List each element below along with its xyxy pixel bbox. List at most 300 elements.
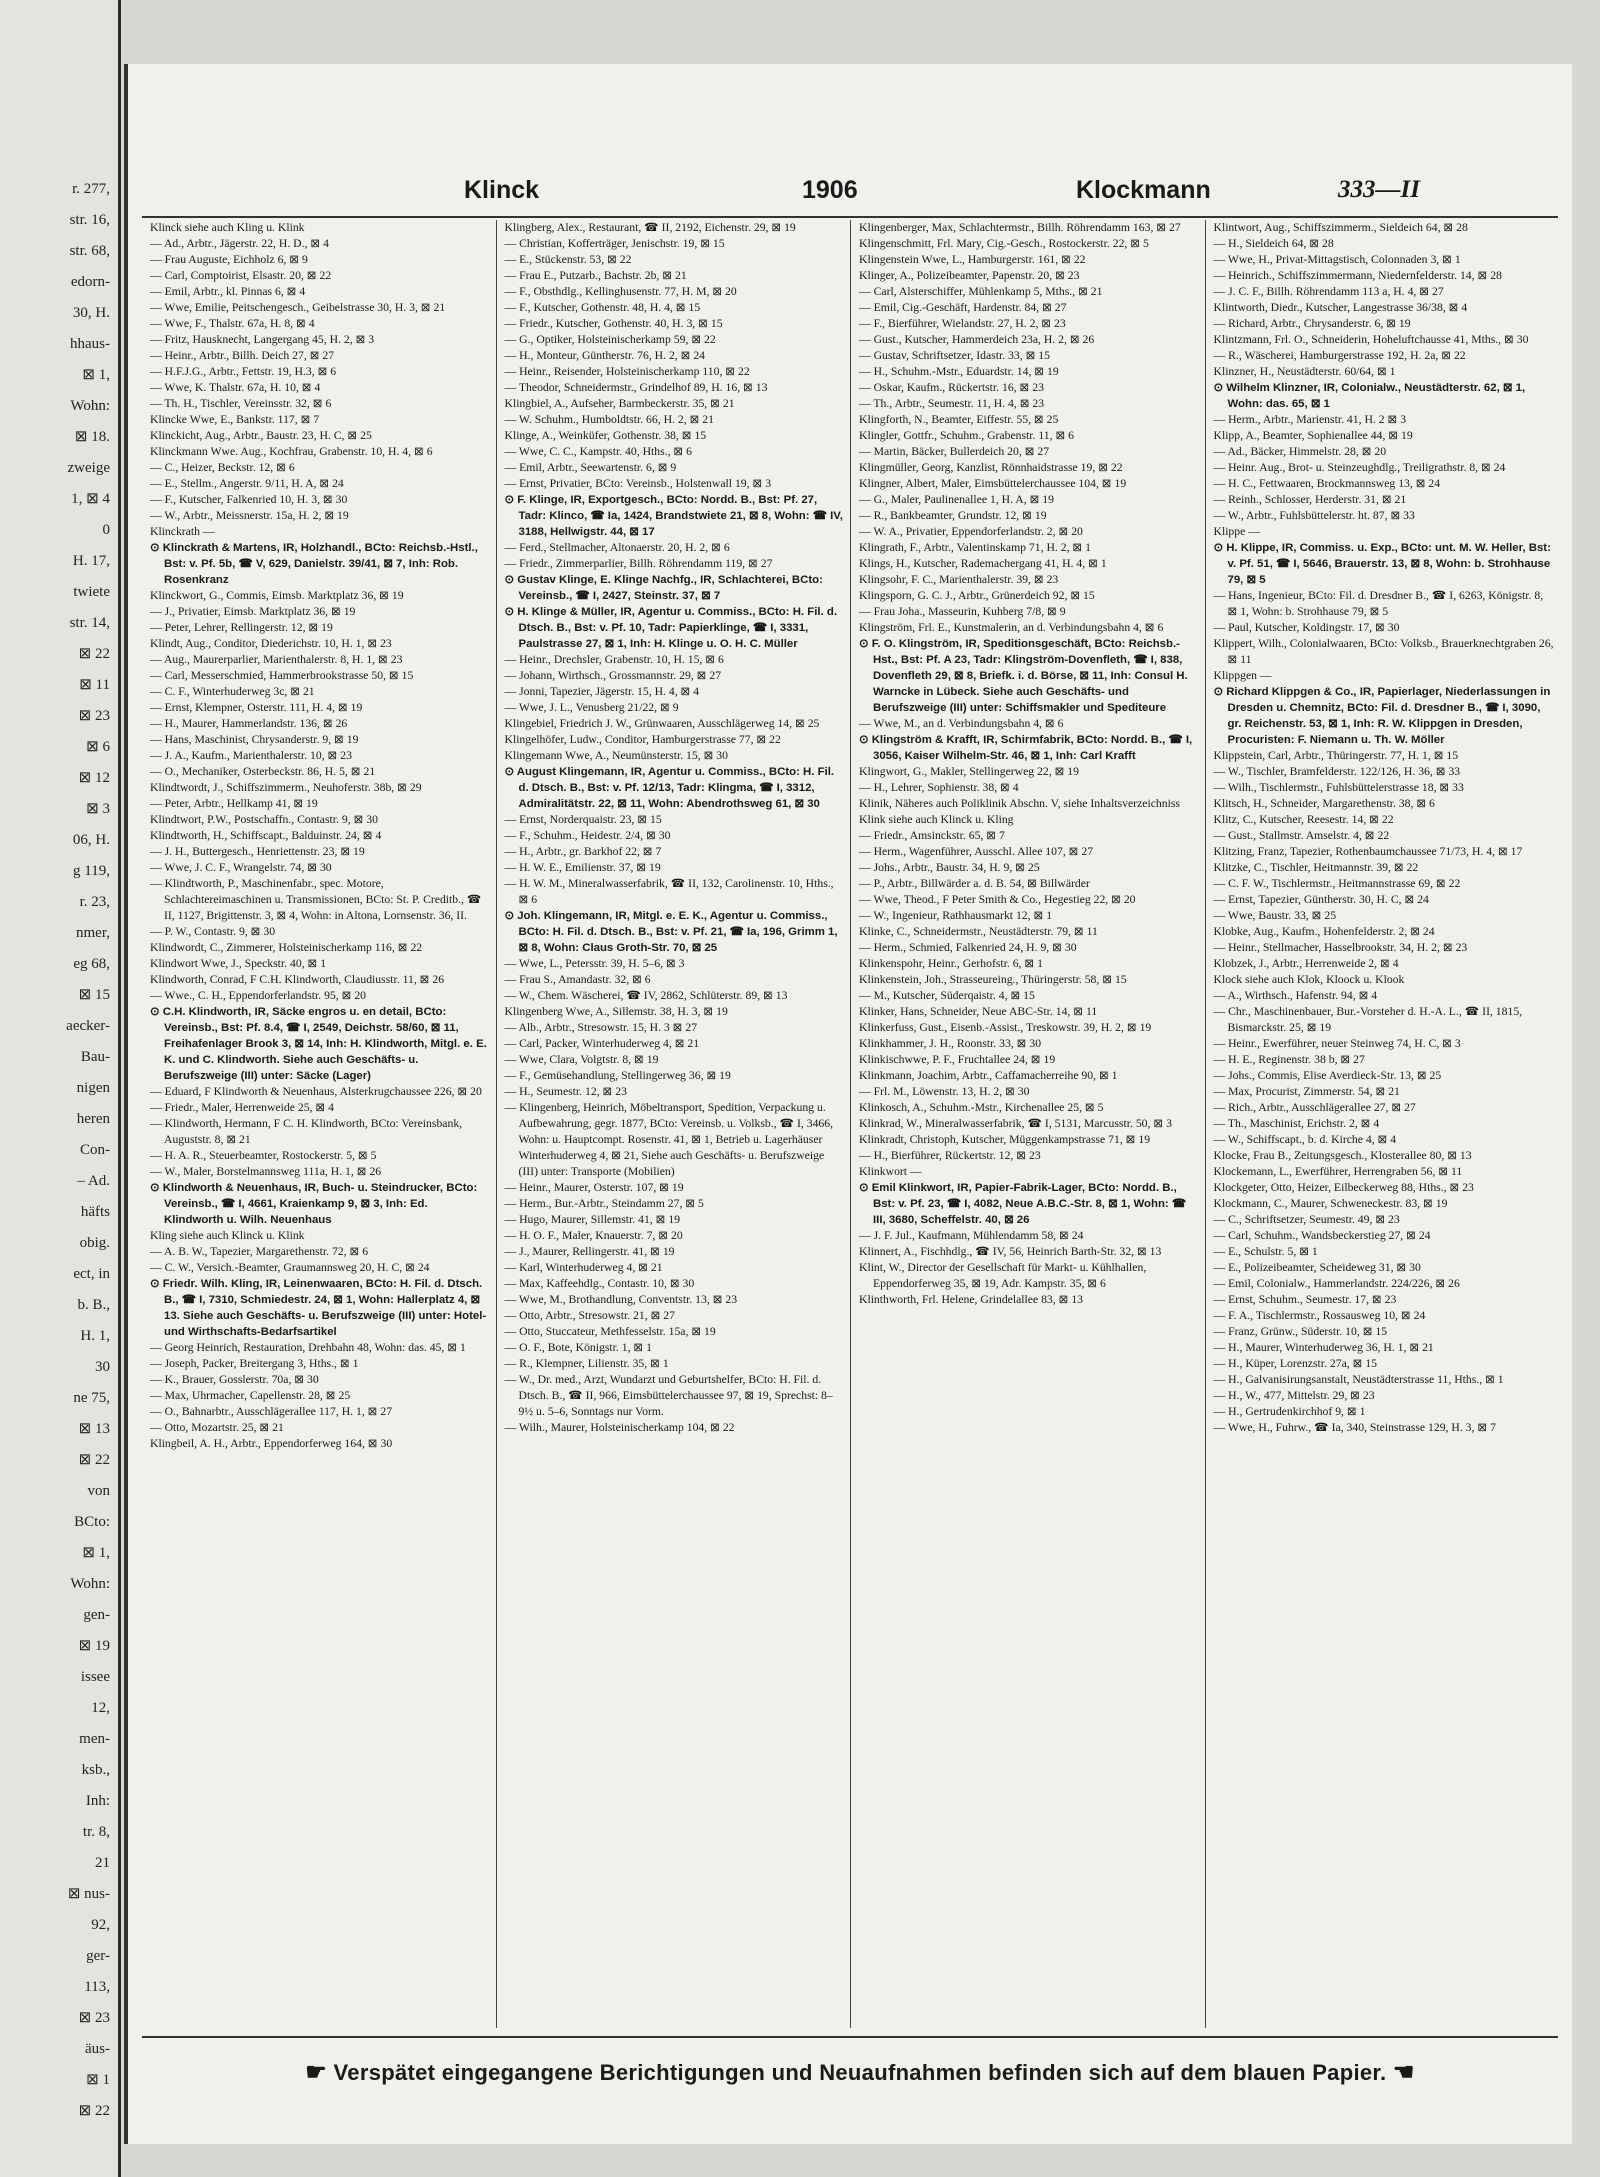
edge-fragment: ⊠ 13 bbox=[78, 1421, 110, 1437]
directory-entry: — Georg Heinrich, Restauration, Drehbahn 48, Wohn: das. 45, ⊠ 1 bbox=[150, 1341, 466, 1354]
directory-entry: — A. B. W., Tapezier, Margarethenstr. 72, ⊠ 6 bbox=[150, 1245, 369, 1258]
directory-entry: — Ernst, Privatier, BCto: Vereinsb., Holstenwall 19, ⊠ 3 bbox=[504, 477, 772, 490]
page-number: 333—II bbox=[1338, 176, 1420, 203]
directory-entry: — Heinr., Reisender, Holsteinischerkamp 110, ⊠ 22 bbox=[504, 365, 750, 378]
directory-entry: — Peter, Lehrer, Rellingerstr. 12, ⊠ 19 bbox=[150, 621, 333, 634]
directory-entry: — H., Lehrer, Sophienstr. 38, ⊠ 4 bbox=[859, 781, 1019, 794]
directory-entry: — Wwe, C. C., Kampstr. 40, Hths., ⊠ 6 bbox=[504, 445, 692, 458]
directory-entry: Klingenberger, Max, Schlachtermstr., Billh. Röhrendamm 163, ⊠ 27 bbox=[859, 221, 1181, 234]
edge-fragment: 21 bbox=[95, 1855, 110, 1871]
directory-entry: Klindtworth, H., Schiffscapt., Balduinstr. 24, ⊠ 4 bbox=[150, 829, 382, 842]
directory-entry: — Otto, Mozartstr. 25, ⊠ 21 bbox=[150, 1421, 284, 1434]
directory-entry: Klinck siehe auch Kling u. Klink bbox=[150, 221, 305, 234]
directory-entry: — O., Mechaniker, Osterbeckstr. 86, H. 5, ⊠ 21 bbox=[150, 765, 376, 778]
edge-fragment: ⊠ 11 bbox=[79, 677, 110, 693]
directory-entry: — H. A. R., Steuerbeamter, Rostockerstr. 5, ⊠ 5 bbox=[150, 1149, 377, 1162]
directory-entry: — Reinh., Schlosser, Herderstr. 31, ⊠ 21 bbox=[1213, 493, 1407, 506]
firm-entry: ⊙ Richard Klippgen & Co., IR, Papierlager, Niederlassungen in Dresden u. Chemnitz, BCto: Fil. d. Dresdner B., ☎ I, 3090, gr. Reichenstr. 53, ⊠ 1, Inh: R. W. Klippgen in Dresden, Procuristen: F. Niemann u. Th. W. Möller bbox=[1213, 686, 1551, 746]
directory-entry: — E., Polizeibeamter, Scheideweg 31, ⊠ 30 bbox=[1213, 1261, 1421, 1274]
edge-fragment: ect, in bbox=[73, 1266, 110, 1282]
directory-entry: — Otto, Stuccateur, Methfesselstr. 15a, ⊠ 19 bbox=[504, 1325, 716, 1338]
directory-entry: — Ad., Bäcker, Himmelstr. 28, ⊠ 20 bbox=[1213, 445, 1387, 458]
directory-entry: — F., Kutscher, Falkenried 10, H. 3, ⊠ 30 bbox=[150, 493, 348, 506]
directory-entry: Klint, W., Director der Gesellschaft für Markt- u. Kühlhallen, Eppendorferweg 35, ⊠ 19, Adr. Kampstr. 35, ⊠ 6 bbox=[859, 1261, 1147, 1290]
directory-entry: Klingbeil, A. H., Arbtr., Eppendorferweg 164, ⊠ 30 bbox=[150, 1437, 393, 1450]
directory-entry: — Aug., Maurerparlier, Marienthalerstr. 8, H. 1, ⊠ 23 bbox=[150, 653, 403, 666]
directory-entry: Klinkerfuss, Gust., Eisenb.-Assist., Treskowstr. 39, H. 2, ⊠ 19 bbox=[859, 1021, 1152, 1034]
edge-fragment: 0 bbox=[102, 522, 110, 538]
edge-fragment: ⊠ 18. bbox=[74, 429, 110, 445]
directory-entry: — Gust., Kutscher, Hammerdeich 23a, H. 2, ⊠ 26 bbox=[859, 333, 1095, 346]
directory-entry: — Hugo, Maurer, Sillemstr. 41, ⊠ 19 bbox=[504, 1213, 681, 1226]
directory-entry: — Klingenberg, Heinrich, Möbeltransport, Spedition, Verpackung u. Aufbewahrung, gegr. 1877, BCto: Vereinsb. u. Volksb., ☎ I, 3466, Wohn: u. Hauptcompt. Rosenstr. 41, ⊠ 1, Betrieb u. Lagerhäuser Winterhuderweg 4, ⊠ 21, Siehe auch Geschäfts- u. Berufszweige (III) unter: Transporte (Mobilien) bbox=[504, 1101, 834, 1178]
directory-entry: Klinckmann Wwe. Aug., Kochfrau, Grabenstr. 10, H. 4, ⊠ 6 bbox=[150, 445, 433, 458]
directory-entry: — J., Privatier, Eimsb. Marktplatz 36, ⊠ 19 bbox=[150, 605, 356, 618]
firm-entry: ⊙ Emil Klinkwort, IR, Papier-Fabrik-Lager, BCto: Nordd. B., Bst: v. Pf. 23, ☎ I, 4082, Neue A.B.C.-Str. 8, ⊠ 1, Wohn: ☎ III, 3680, Scheffelstr. 40, ⊠ 26 bbox=[859, 1182, 1187, 1226]
edge-fragment: Con- bbox=[80, 1142, 110, 1158]
directory-entry: — Fritz, Hausknecht, Langergang 45, H. 2, ⊠ 3 bbox=[150, 333, 375, 346]
directory-entry: — Ernst, Schuhm., Seumestr. 17, ⊠ 23 bbox=[1213, 1293, 1397, 1306]
directory-entry: — J. F. Jul., Kaufmann, Mühlendamm 58, ⊠ 24 bbox=[859, 1229, 1084, 1242]
directory-entry: — Herm., Bur.-Arbtr., Steindamm 27, ⊠ 5 bbox=[504, 1197, 704, 1210]
directory-entry: — Alb., Arbtr., Stresowstr. 15, H. 3 ⊠ 27 bbox=[504, 1021, 698, 1034]
edge-fragment: 30 bbox=[95, 1359, 110, 1375]
directory-entry: — C., Schriftsetzer, Seumestr. 49, ⊠ 23 bbox=[1213, 1213, 1400, 1226]
directory-entry: — Heinrich., Schiffszimmermann, Niedernfelderstr. 14, ⊠ 28 bbox=[1213, 269, 1502, 282]
directory-entry: — Oskar, Kaufm., Rückertstr. 16, ⊠ 23 bbox=[859, 381, 1044, 394]
directory-entry: Klitsch, H., Schneider, Margarethenstr. 38, ⊠ 6 bbox=[1213, 797, 1435, 810]
directory-entry: — W., Maler, Borstelmannsweg 111a, H. 1, ⊠ 26 bbox=[150, 1165, 382, 1178]
firm-entry: ⊙ C.H. Klindworth, IR, Säcke engros u. en detail, BCto: Vereinsb., Bst: Pf. 8.4, ☎ I, 2549, Deichstr. 58/60, ⊠ 11, Freihafenlager Brook 3, ⊠ 14, Inh: H. Klindworth, Mitgl. e. E. K. und C. Klindworth. Siehe auch Geschäfts- u. Berufszweige (III) unter: Säcke (Lager) bbox=[150, 1006, 487, 1082]
edge-fragment: ⊠ 12 bbox=[78, 770, 110, 786]
directory-entry: — Johs., Commis, Elise Averdieck-Str. 13, ⊠ 25 bbox=[1213, 1069, 1442, 1082]
column-3 bbox=[851, 220, 1206, 2028]
edge-fragment: tr. 8, bbox=[82, 1824, 110, 1840]
directory-entry: Klinkhammer, J. H., Roonstr. 33, ⊠ 30 bbox=[859, 1037, 1042, 1050]
directory-entry: — Hans, Maschinist, Chrysanderstr. 9, ⊠ 19 bbox=[150, 733, 359, 746]
directory-entry: Klippstein, Carl, Arbtr., Thüringerstr. 77, H. 1, ⊠ 15 bbox=[1213, 749, 1459, 762]
directory-entry: — R., Klempner, Lilienstr. 35, ⊠ 1 bbox=[504, 1357, 669, 1370]
edge-fragment: ger- bbox=[86, 1948, 110, 1964]
edge-fragment: gen- bbox=[83, 1607, 110, 1623]
edge-fragment: Wohn: bbox=[70, 1576, 110, 1592]
directory-entry: Kling siehe auch Klinck u. Klink bbox=[150, 1229, 305, 1242]
directory-entry: Klink siehe auch Klinck u. Kling bbox=[859, 813, 1014, 826]
footer-notice bbox=[168, 2058, 1552, 2098]
directory-entry: Klintwort, Aug., Schiffszimmerm., Sieldeich 64, ⊠ 28 bbox=[1213, 221, 1468, 234]
directory-page bbox=[124, 64, 1572, 2144]
directory-entry: — Emil, Arbtr., kl. Pinnas 6, ⊠ 4 bbox=[150, 285, 306, 298]
directory-entry: Klipp, A., Beamter, Sophienallee 44, ⊠ 19 bbox=[1213, 429, 1413, 442]
edge-fragment: b. B., bbox=[77, 1297, 110, 1313]
directory-entry: — J. H., Buttergesch., Henriettenstr. 23, ⊠ 19 bbox=[150, 845, 365, 858]
directory-entry: — W., Dr. med., Arzt, Wundarzt und Geburtshelfer, BCto: H. Fil. d. Dtsch. B., ☎ II, 966, Eimsbüttelerchaussee 97, ⊠ 19, Sprechst: 8–9½ u. 5–6, Sonntags nur Vorm. bbox=[504, 1373, 833, 1418]
directory-entry: — Friedr., Amsinckstr. 65, ⊠ 7 bbox=[859, 829, 1005, 842]
directory-entry: — Eduard, F Klindworth & Neuenhaus, Alsterkrugchaussee 226, ⊠ 20 bbox=[150, 1085, 482, 1098]
directory-entry: Klinkenstein, Joh., Strasseureing., Thüringerstr. 58, ⊠ 15 bbox=[859, 973, 1127, 986]
directory-entry: — Heinr., Drechsler, Grabenstr. 10, H. 15, ⊠ 6 bbox=[504, 653, 724, 666]
firm-entry: ⊙ F. O. Klingström, IR, Speditionsgeschäft, BCto: Reichsb.-Hst., Bst: Pf. A 23, Tadr: Klingström-Dovenfleth, ☎ I, 838, Dovenfleth 29, ⊠ 8, Briefk. i. d. Börse, ⊠ 11, Inh: Consul H. Warncke in Lübeck. Siehe auch Geschäfts- und Berufszweige (III) unter: Schiffsmakler und Spediteure bbox=[859, 638, 1188, 714]
edge-fragment: ⊠ 23 bbox=[78, 2010, 110, 2026]
edge-fragment: äus- bbox=[85, 2041, 110, 2057]
directory-entry: Klingelhöfer, Ludw., Conditor, Hamburgerstrasse 77, ⊠ 22 bbox=[504, 733, 781, 746]
directory-entry: — Frau E., Putzarb., Bachstr. 2b, ⊠ 21 bbox=[504, 269, 687, 282]
directory-entry: — Max, Uhrmacher, Capellenstr. 28, ⊠ 25 bbox=[150, 1389, 351, 1402]
directory-entry: — J., Maurer, Rellingerstr. 41, ⊠ 19 bbox=[504, 1245, 675, 1258]
edge-fragment: edorn- bbox=[70, 274, 110, 290]
header-last-name: Klockmann bbox=[1076, 176, 1211, 204]
header-rule bbox=[142, 216, 1558, 218]
directory-entry: — Christian, Kofferträger, Jenischstr. 19, ⊠ 15 bbox=[504, 237, 725, 250]
directory-entry: — P. W., Contastr. 9, ⊠ 30 bbox=[150, 925, 276, 938]
directory-entry: Klockemann, L., Ewerführer, Herrengraben 56, ⊠ 11 bbox=[1213, 1165, 1463, 1178]
edge-fragment: ne 75, bbox=[73, 1390, 110, 1406]
directory-entry: — Wwe, M., Brothandlung, Conventstr. 13, ⊠ 23 bbox=[504, 1293, 738, 1306]
directory-entry: — G., Optiker, Holsteinischerkamp 59, ⊠ 22 bbox=[504, 333, 716, 346]
directory-entry: — Carl, Comptoirist, Elsastr. 20, ⊠ 22 bbox=[150, 269, 332, 282]
edge-fragment: ⊠ 6 bbox=[86, 739, 110, 755]
edge-fragment: ⊠ 1 bbox=[86, 2072, 110, 2088]
directory-entry: Klinkmann, Joachim, Arbtr., Caffamacherreihe 90, ⊠ 1 bbox=[859, 1069, 1118, 1082]
directory-entry: Klocke, Frau B., Zeitungsgesch., Klosterallee 80, ⊠ 13 bbox=[1213, 1149, 1472, 1162]
directory-entry: — C., Heizer, Beckstr. 12, ⊠ 6 bbox=[150, 461, 295, 474]
directory-entry: Klobke, Aug., Kaufm., Hohenfelderstr. 2, ⊠ 24 bbox=[1213, 925, 1435, 938]
directory-entry: — C. F., Winterhuderweg 3c, ⊠ 21 bbox=[150, 685, 315, 698]
directory-entry: — Wwe, M., an d. Verbindungsbahn 4, ⊠ 6 bbox=[859, 717, 1064, 730]
edge-fragment: BCto: bbox=[74, 1514, 110, 1530]
directory-entry: — H., Monteur, Güntherstr. 76, H. 2, ⊠ 24 bbox=[504, 349, 706, 362]
directory-entry: — Wilh., Maurer, Holsteinischerkamp 104, ⊠ 22 bbox=[504, 1421, 735, 1434]
directory-entry: Klinkwort — bbox=[859, 1165, 922, 1178]
directory-entry: Klinkradt, Christoph, Kutscher, Müggenkampstrasse 71, ⊠ 19 bbox=[859, 1133, 1151, 1146]
directory-entry: Klingrath, F., Arbtr., Valentinskamp 71, H. 2, ⊠ 1 bbox=[859, 541, 1091, 554]
directory-entry: Klinckicht, Aug., Arbtr., Baustr. 23, H. C, ⊠ 25 bbox=[150, 429, 372, 442]
edge-fragment: 12, bbox=[91, 1700, 110, 1716]
directory-entry: — Wwe, Baustr. 33, ⊠ 25 bbox=[1213, 909, 1337, 922]
directory-entry: — Paul, Kutscher, Koldingstr. 17, ⊠ 30 bbox=[1213, 621, 1400, 634]
column-4 bbox=[1206, 220, 1561, 2028]
directory-entry: — H., Maurer, Hammerlandstr. 136, ⊠ 26 bbox=[150, 717, 348, 730]
edge-fragment: eg 68, bbox=[73, 956, 110, 972]
directory-entry: Klingbiel, A., Aufseher, Barmbeckerstr. 35, ⊠ 21 bbox=[504, 397, 735, 410]
directory-entry: — Karl, Winterhuderweg 4, ⊠ 21 bbox=[504, 1261, 663, 1274]
directory-entry: — Wwe, F., Thalstr. 67a, H. 8, ⊠ 4 bbox=[150, 317, 315, 330]
edge-fragment: r. 277, bbox=[72, 181, 110, 197]
directory-entry: — Ernst, Norderquaistr. 23, ⊠ 15 bbox=[504, 813, 662, 826]
edge-fragment: von bbox=[87, 1483, 110, 1499]
directory-entry: — Heinr. Aug., Brot- u. Steinzeughdlg., Treiligrathstr. 8, ⊠ 24 bbox=[1213, 461, 1506, 474]
directory-entry: Klingforth, N., Beamter, Eiffestr. 55, ⊠ 25 bbox=[859, 413, 1059, 426]
directory-entry: — Peter, Arbtr., Hellkamp 41, ⊠ 19 bbox=[150, 797, 318, 810]
edge-fragment: heren bbox=[76, 1111, 110, 1127]
edge-fragment: str. 68, bbox=[69, 243, 110, 259]
directory-entry: — W., Ingenieur, Rathhausmarkt 12, ⊠ 1 bbox=[859, 909, 1053, 922]
directory-entry: — Carl, Alsterschiffer, Mühlenkamp 5, Mths., ⊠ 21 bbox=[859, 285, 1103, 298]
edge-fragment: twiete bbox=[73, 584, 110, 600]
directory-entry: Klinkenspohr, Heinr., Gerhofstr. 6, ⊠ 1 bbox=[859, 957, 1043, 970]
edge-fragment: 06, H. bbox=[72, 832, 110, 848]
directory-entry: — Emil, Cig.-Geschäft, Hardenstr. 84, ⊠ 27 bbox=[859, 301, 1067, 314]
directory-entry: Klingenstein Wwe, L., Hamburgerstr. 161, ⊠ 22 bbox=[859, 253, 1086, 266]
directory-entry: Klinzner, H., Neustädterstr. 60/64, ⊠ 1 bbox=[1213, 365, 1396, 378]
directory-entry: Klingemann Wwe, A., Neumünsterstr. 15, ⊠ 30 bbox=[504, 749, 728, 762]
firm-entry: ⊙ Friedr. Wilh. Kling, IR, Leinenwaaren, BCto: H. Fil. d. Dtsch. B., ☎ I, 7310, Schmiedestr. 24, ⊠ 1, Wohn: Hallerplatz 4, ⊠ 13. Siehe auch Geschäfts- u. Berufszweige (III) unter: Hotel- und Wirthschafts-Bedarfsartikel bbox=[150, 1278, 487, 1338]
directory-entry: Klingenschmitt, Frl. Mary, Cig.-Gesch., Rostockerstr. 22, ⊠ 5 bbox=[859, 237, 1149, 250]
directory-entry: Klippe — bbox=[1213, 525, 1260, 538]
directory-entry: Klock siehe auch Klok, Kloock u. Klook bbox=[1213, 973, 1405, 986]
directory-entry: Klippgen — bbox=[1213, 669, 1272, 682]
directory-entry: — W. A., Privatier, Eppendorferlandstr. 2, ⊠ 20 bbox=[859, 525, 1083, 538]
edge-fragment: aecker- bbox=[66, 1018, 110, 1034]
directory-entry: — E., Stückenstr. 53, ⊠ 22 bbox=[504, 253, 632, 266]
directory-entry: Klingmüller, Georg, Kanzlist, Rönnhaidstrasse 19, ⊠ 22 bbox=[859, 461, 1123, 474]
directory-entry: — Carl, Packer, Winterhuderweg 4, ⊠ 21 bbox=[504, 1037, 700, 1050]
directory-entry: — F., Gemüsehandlung, Stellingerweg 36, ⊠ 19 bbox=[504, 1069, 731, 1082]
directory-entry: — O. F., Bote, Königstr. 1, ⊠ 1 bbox=[504, 1341, 652, 1354]
directory-entry: Klingner, Albert, Maler, Eimsbüttelerchaussee 104, ⊠ 19 bbox=[859, 477, 1127, 490]
directory-entry: Klindworth, Conrad, F C.H. Klindworth, Claudiusstr. 11, ⊠ 26 bbox=[150, 973, 445, 986]
directory-entry: — Frau Joha., Masseurin, Kuhberg 7/8, ⊠ 9 bbox=[859, 605, 1066, 618]
edge-fragment: ⊠ 22 bbox=[78, 2103, 110, 2119]
directory-entry: — Th., Arbtr., Seumestr. 11, H. 4, ⊠ 23 bbox=[859, 397, 1045, 410]
edge-fragment: 30, H. bbox=[72, 305, 110, 321]
directory-entry: — H. W. E., Emilienstr. 37, ⊠ 19 bbox=[504, 861, 661, 874]
directory-entry: — H. C., Fettwaaren, Brockmannsweg 13, ⊠ 24 bbox=[1213, 477, 1441, 490]
directory-entry: — H., W., 477, Mittelstr. 29, ⊠ 23 bbox=[1213, 1389, 1375, 1402]
directory-entry: — E., Stellm., Angerstr. 9/11, H. A, ⊠ 24 bbox=[150, 477, 344, 490]
directory-entry: Klinger, A., Polizeibeamter, Papenstr. 20, ⊠ 23 bbox=[859, 269, 1080, 282]
directory-entry: Klings, H., Kutscher, Rademachergang 41, H. 4, ⊠ 1 bbox=[859, 557, 1107, 570]
pointing-hand-icon: ☛ bbox=[305, 2059, 328, 2086]
firm-entry: ⊙ Joh. Klingemann, IR, Mitgl. e. E. K., Agentur u. Commiss., BCto: H. Fil. d. Dtsch. B., Bst: v. Pf. 21, ☎ Ia, 196, Grimm 1, ⊠ 8, Wohn: Claus Groth-Str. 70, ⊠ 25 bbox=[504, 910, 838, 954]
edge-fragment: Inh: bbox=[85, 1793, 110, 1809]
directory-entry: — Gustav, Schriftsetzer, Idastr. 33, ⊠ 15 bbox=[859, 349, 1050, 362]
directory-entry: Klitz, C., Kutscher, Reesestr. 14, ⊠ 22 bbox=[1213, 813, 1394, 826]
edge-fragment: hhaus- bbox=[70, 336, 110, 352]
directory-entry: — Joseph, Packer, Breitergang 3, Hths., ⊠ 1 bbox=[150, 1357, 359, 1370]
directory-entry: Klingwort, G., Makler, Stellingerweg 22, ⊠ 19 bbox=[859, 765, 1079, 778]
directory-entry: Klinnert, A., Fischhdlg., ☎ IV, 56, Heinrich Barth-Str. 32, ⊠ 13 bbox=[859, 1245, 1162, 1258]
directory-entry: — W. Schuhm., Humboldtstr. 66, H. 2, ⊠ 21 bbox=[504, 413, 714, 426]
firm-entry: ⊙ Klindworth & Neuenhaus, IR, Buch- u. Steindrucker, BCto: Vereinsb., ☎ I, 4661, Kraienkamp 9, ⊠ 3, Inh: Ed. Klindworth u. Wilh. Neuenhaus bbox=[150, 1182, 478, 1226]
directory-entry: — Wilh., Tischlermstr., Fuhlsbüttelerstrasse 18, ⊠ 33 bbox=[1213, 781, 1464, 794]
directory-entry: Klockmann, C., Maurer, Schweneckestr. 83, ⊠ 19 bbox=[1213, 1197, 1448, 1210]
directory-entry: — Carl, Messerschmied, Hammerbrookstrasse 50, ⊠ 15 bbox=[150, 669, 414, 682]
directory-entry: — Ferd., Stellmacher, Altonaerstr. 20, H. 2, ⊠ 6 bbox=[504, 541, 730, 554]
firm-entry: ⊙ Gustav Klinge, E. Klinge Nachfg., IR, Schlachterei, BCto: Vereinsb., ☎ I, 2427, Steinstr. 37, ⊠ 7 bbox=[504, 574, 823, 602]
directory-entry: — H. W. M., Mineralwasserfabrik, ☎ II, 132, Carolinenstr. 10, Hths., ⊠ 6 bbox=[504, 877, 834, 906]
directory-entry: — Ernst, Klempner, Osterstr. 111, H. 4, ⊠ 19 bbox=[150, 701, 363, 714]
directory-entry: — W., Arbtr., Meissnerstr. 15a, H. 2, ⊠ 19 bbox=[150, 509, 349, 522]
edge-fragment: 92, bbox=[91, 1917, 110, 1933]
directory-entry: — Wwe, Theod., F Peter Smith & Co., Hegestieg 22, ⊠ 20 bbox=[859, 893, 1136, 906]
firm-entry: ⊙ Wilhelm Klinzner, IR, Colonialw., Neustädterstr. 62, ⊠ 1, Wohn: das. 65, ⊠ 1 bbox=[1213, 382, 1526, 410]
directory-entry: — H. O. F., Maler, Knauerstr. 7, ⊠ 20 bbox=[504, 1229, 683, 1242]
directory-entry: — Friedr., Zimmerparlier, Billh. Röhrendamm 119, ⊠ 27 bbox=[504, 557, 773, 570]
directory-entry: — Wwe, H., Privat-Mittagstisch, Colonnaden 3, ⊠ 1 bbox=[1213, 253, 1461, 266]
directory-entry: — Herm., Schmied, Falkenried 24, H. 9, ⊠ 30 bbox=[859, 941, 1077, 954]
directory-entry: — R., Wäscherei, Hamburgerstrasse 192, H. 2a, ⊠ 22 bbox=[1213, 349, 1466, 362]
footer-rule bbox=[142, 2036, 1558, 2038]
edge-fragment: men- bbox=[79, 1731, 110, 1747]
directory-entry: — G., Maler, Paulinenallee 1, H. A, ⊠ 19 bbox=[859, 493, 1054, 506]
directory-entry: — F., Bierführer, Wielandstr. 27, H. 2, ⊠ 23 bbox=[859, 317, 1066, 330]
directory-entry: Klindwordt, C., Zimmerer, Holsteinischerkamp 116, ⊠ 22 bbox=[150, 941, 423, 954]
directory-entry: Klincke Wwe, E., Bankstr. 117, ⊠ 7 bbox=[150, 413, 320, 426]
directory-entry: Klingler, Gottfr., Schuhm., Grabenstr. 11, ⊠ 6 bbox=[859, 429, 1075, 442]
directory-entry: — Emil, Arbtr., Seewartenstr. 6, ⊠ 9 bbox=[504, 461, 677, 474]
directory-entry: — J. C. F., Billh. Röhrendamm 113 a, H. 4, ⊠ 27 bbox=[1213, 285, 1444, 298]
directory-entry: — Frl. M., Löwenstr. 13, H. 2, ⊠ 30 bbox=[859, 1085, 1030, 1098]
directory-entry: Klinkosch, A., Schuhm.-Mstr., Kirchenallee 25, ⊠ 5 bbox=[859, 1101, 1104, 1114]
directory-entry: — C. W., Versich.-Beamter, Graumannsweg 20, H. C, ⊠ 24 bbox=[150, 1261, 430, 1274]
firm-entry: ⊙ Klinckrath & Martens, IR, Holzhandl., BCto: Reichsb.-Hstl., Bst: v. Pf. 5b, ☎ V, 629, Danielstr. 39/41, ⊠ 7, Inh: Rob. Rosenkranz bbox=[150, 542, 478, 586]
directory-entry: — Friedr., Maler, Herrenweide 25, ⊠ 4 bbox=[150, 1101, 334, 1114]
directory-entry: — Johs., Arbtr., Baustr. 34, H. 9, ⊠ 25 bbox=[859, 861, 1040, 874]
edge-fragment: H. 17, bbox=[72, 553, 110, 569]
directory-entry: — Max, Kaffeehdlg., Contastr. 10, ⊠ 30 bbox=[504, 1277, 695, 1290]
directory-entry: — Wwe, K. Thalstr. 67a, H. 10, ⊠ 4 bbox=[150, 381, 321, 394]
edge-fragment: obig. bbox=[79, 1235, 110, 1251]
directory-entry: — Heinr., Ewerführer, neuer Steinweg 74, H. C, ⊠ 3 bbox=[1213, 1037, 1461, 1050]
directory-entry: — Heinr., Maurer, Osterstr. 107, ⊠ 19 bbox=[504, 1181, 684, 1194]
directory-entry: — Richard, Arbtr., Chrysanderstr. 6, ⊠ 19 bbox=[1213, 317, 1411, 330]
directory-entry: — Friedr., Kutscher, Gothenstr. 40, H. 3, ⊠ 15 bbox=[504, 317, 723, 330]
directory-entry: Klindtwordt, J., Schiffszimmerm., Neuhoferstr. 38b, ⊠ 29 bbox=[150, 781, 422, 794]
directory-entry: Klintzmann, Frl. O., Schneiderin, Hoheluftchausse 41, Mths., ⊠ 30 bbox=[1213, 333, 1529, 346]
directory-entry: — Max, Procurist, Zimmerstr. 54, ⊠ 21 bbox=[1213, 1085, 1400, 1098]
edge-fragment: ⊠ 23 bbox=[78, 708, 110, 724]
directory-entry: — Wwe, Emilie, Peitschengesch., Geibelstrasse 30, H. 3, ⊠ 21 bbox=[150, 301, 446, 314]
edge-fragment: ⊠ 3 bbox=[86, 801, 110, 817]
directory-entry: Klinke, C., Schneidermstr., Neustädterstr. 79, ⊠ 11 bbox=[859, 925, 1098, 938]
directory-entry: — Wwe., C. H., Eppendorferlandstr. 95, ⊠ 20 bbox=[150, 989, 367, 1002]
firm-entry: ⊙ H. Klippe, IR, Commiss. u. Exp., BCto: unt. M. W. Heller, Bst: v. Pf. 51, ☎ I, 5646, Brauerstr. 13, ⊠ 8, Wohn: b. Strohhause 79, ⊠ 5 bbox=[1213, 542, 1551, 586]
edge-fragment: ⊠ 1, bbox=[82, 1545, 110, 1561]
directory-entry: Klinge, A., Weinküfer, Gothenstr. 38, ⊠ 15 bbox=[504, 429, 707, 442]
directory-entry: — Klindworth, Hermann, F C. H. Klindworth, BCto: Vereinsbank, Auguststr. 8, ⊠ 21 bbox=[150, 1117, 463, 1146]
directory-entry: — Emil, Colonialw., Hammerlandstr. 224/226, ⊠ 26 bbox=[1213, 1277, 1460, 1290]
directory-entry: — Wwe, H., Fuhrw., ☎ Ia, 340, Steinstrasse 129, H. 3, ⊠ 7 bbox=[1213, 1421, 1496, 1434]
edge-fragment: ⊠ 22 bbox=[78, 646, 110, 662]
directory-entry: Klinkrad, W., Mineralwasserfabrik, ☎ I, 5131, Marcusstr. 50, ⊠ 3 bbox=[859, 1117, 1172, 1130]
edge-fragment: häfts bbox=[80, 1204, 110, 1220]
directory-entry: — Herm., Wagenführer, Ausschl. Allee 107, ⊠ 27 bbox=[859, 845, 1094, 858]
edge-fragment: str. 14, bbox=[69, 615, 110, 631]
directory-entry: Klintworth, Diedr., Kutscher, Langestrasse 36/38, ⊠ 4 bbox=[1213, 301, 1468, 314]
directory-entry: Klindt, Aug., Conditor, Diederichstr. 10, H. 1, ⊠ 23 bbox=[150, 637, 392, 650]
directory-entry: Klindwort Wwe, J., Speckstr. 40, ⊠ 1 bbox=[150, 957, 327, 970]
directory-entry: — A., Wirthsch., Hafenstr. 94, ⊠ 4 bbox=[1213, 989, 1378, 1002]
page-header bbox=[128, 176, 1572, 216]
directory-entry: — K., Brauer, Gosslerstr. 70a, ⊠ 30 bbox=[150, 1373, 319, 1386]
directory-entry: — Ernst, Tapezier, Güntherstr. 30, H. C, ⊠ 24 bbox=[1213, 893, 1429, 906]
edge-fragment: nigen bbox=[76, 1080, 110, 1096]
header-first-name: Klinck bbox=[464, 176, 540, 204]
directory-entry: Klinckwort, G., Commis, Eimsb. Marktplatz 36, ⊠ 19 bbox=[150, 589, 404, 602]
directory-entry: — Wwe, J. C. F., Wrangelstr. 74, ⊠ 30 bbox=[150, 861, 332, 874]
directory-entry: — Martin, Bäcker, Bullerdeich 20, ⊠ 27 bbox=[859, 445, 1050, 458]
directory-entry: Klingenberg Wwe, A., Sillemstr. 38, H. 3, ⊠ 19 bbox=[504, 1005, 728, 1018]
directory-entry: — W., Tischler, Bramfelderstr. 122/126, H. 36, ⊠ 33 bbox=[1213, 765, 1461, 778]
directory-entry: — Gust., Stallmstr. Amselstr. 4, ⊠ 22 bbox=[1213, 829, 1390, 842]
edge-fragment: Wohn: bbox=[70, 398, 110, 414]
firm-entry: ⊙ F. Klinge, IR, Exportgesch., BCto: Nordd. B., Bst: Pf. 27, Tadr: Klinco, ☎ Ia, 1424, Brandstwiete 21, ⊠ 8, Wohn: ☎ IV, 3188, Hellwigstr. 44, ⊠ 17 bbox=[504, 494, 843, 538]
directory-entry: Klingebiel, Friedrich J. W., Grünwaaren, Ausschlägerweg 14, ⊠ 25 bbox=[504, 717, 820, 730]
directory-entry: — Wwe, L., Petersstr. 39, H. 5–6, ⊠ 3 bbox=[504, 957, 685, 970]
directory-entry: — H., Sieldeich 64, ⊠ 28 bbox=[1213, 237, 1334, 250]
directory-entry: — M., Kutscher, Süderqaistr. 4, ⊠ 15 bbox=[859, 989, 1035, 1002]
directory-entry: — F. A., Tischlermstr., Rossausweg 10, ⊠ 24 bbox=[1213, 1309, 1426, 1322]
directory-entry: — H., Galvanisirungsanstalt, Neustädterstrasse 11, Hths., ⊠ 1 bbox=[1213, 1373, 1504, 1386]
directory-entry: — H., Bierführer, Rückertstr. 12, ⊠ 23 bbox=[859, 1149, 1041, 1162]
directory-entry: — F., Kutscher, Gothenstr. 48, H. 4, ⊠ 15 bbox=[504, 301, 701, 314]
header-year: 1906 bbox=[802, 176, 858, 204]
directory-entry: — Klindtworth, P., Maschinenfabr., spec. Motore, Schlachtereimaschinen u. Transmissionen, BCto: St. P. Creditb., ☎ II, 1127, Brigittenstr. 3, ⊠ 4, Wohn: in Altona, Lornsenstr. 36, II. bbox=[150, 877, 482, 922]
directory-entry: — W., Schiffscapt., b. d. Kirche 4, ⊠ 4 bbox=[1213, 1133, 1397, 1146]
directory-entry: — F., Schuhm., Heidestr. 2/4, ⊠ 30 bbox=[504, 829, 671, 842]
directory-entry: Klinik, Näheres auch Poliklinik Abschn. V, siehe Inhaltsverzeichniss bbox=[859, 797, 1180, 810]
edge-fragment: ⊠ 22 bbox=[78, 1452, 110, 1468]
edge-fragment: issee bbox=[80, 1669, 110, 1685]
left-page-edge bbox=[0, 0, 121, 2177]
directory-entry: — Theodor, Schneidermstr., Grindelhof 89, H. 16, ⊠ 13 bbox=[504, 381, 768, 394]
directory-entry: — Frau S., Amandastr. 32, ⊠ 6 bbox=[504, 973, 651, 986]
edge-fragment: g 119, bbox=[73, 863, 110, 879]
directory-entry: Klingström, Frl. E., Kunstmalerin, an d. Verbindungsbahn 4, ⊠ 6 bbox=[859, 621, 1164, 634]
directory-entry: — Chr., Maschinenbauer, Bur.-Vorsteher d. H.-A. L., ☎ II, 1815, Bismarckstr. 25, ⊠ 19 bbox=[1213, 1005, 1523, 1034]
directory-entry: — Heinr., Stellmacher, Hasselbrookstr. 34, H. 2, ⊠ 23 bbox=[1213, 941, 1468, 954]
column-1 bbox=[142, 220, 497, 2028]
directory-entry: — Franz, Grünw., Süderstr. 10, ⊠ 15 bbox=[1213, 1325, 1388, 1338]
edge-fragment: Bau- bbox=[80, 1049, 110, 1065]
edge-fragment: H. 1, bbox=[80, 1328, 110, 1344]
directory-entry: — C. F. W., Tischlermstr., Heitmannstrasse 69, ⊠ 22 bbox=[1213, 877, 1461, 890]
edge-fragment: ⊠ 19 bbox=[78, 1638, 110, 1654]
directory-entry: Klingsporn, G. C. J., Arbtr., Grünerdeich 92, ⊠ 15 bbox=[859, 589, 1095, 602]
edge-fragment: 1, ⊠ 4 bbox=[71, 491, 110, 507]
directory-entry: Klindtwort, P.W., Postschaffn., Contastr. 9, ⊠ 30 bbox=[150, 813, 378, 826]
directory-columns bbox=[142, 220, 1560, 2028]
directory-entry: — H. E., Reginenstr. 38 b, ⊠ 27 bbox=[1213, 1053, 1365, 1066]
directory-entry: — H.F.J.G., Arbtr., Fettstr. 19, H.3, ⊠ 6 bbox=[150, 365, 337, 378]
directory-entry: — Carl, Schuhm., Wandsbeckerstieg 27, ⊠ 24 bbox=[1213, 1229, 1431, 1242]
directory-entry: — R., Bankbeamter, Grundstr. 12, ⊠ 19 bbox=[859, 509, 1047, 522]
directory-entry: — H., Gertrudenkirchhof 9, ⊠ 1 bbox=[1213, 1405, 1366, 1418]
firm-entry: ⊙ Klingström & Krafft, IR, Schirmfabrik, BCto: Nordd. B., ☎ I, 3056, Kaiser Wilhelm-Str. 46, ⊠ 1, Inh: Carl Krafft bbox=[859, 734, 1193, 762]
directory-entry: Klitzke, C., Tischler, Heitmannstr. 39, ⊠ 22 bbox=[1213, 861, 1419, 874]
edge-fragment: ⊠ nus- bbox=[67, 1886, 110, 1902]
directory-entry: Klinker, Hans, Schneider, Neue ABC-Str. 14, ⊠ 11 bbox=[859, 1005, 1098, 1018]
edge-fragment: ⊠ 15 bbox=[78, 987, 110, 1003]
directory-entry: — H., Schuhm.-Mstr., Eduardstr. 14, ⊠ 19 bbox=[859, 365, 1059, 378]
firm-entry: ⊙ H. Klinge & Müller, IR, Agentur u. Commiss., BCto: H. Fil. d. Dtsch. B., Bst: v. Pf. 10, Tadr: Papierklinge, ☎ I, 3331, Paulstrasse 27, ⊠ 1, Inh: H. Klinge u. O. H. C. Müller bbox=[504, 606, 838, 650]
directory-entry: Klingberg, Alex., Restaurant, ☎ II, 2192, Eichenstr. 29, ⊠ 19 bbox=[504, 221, 796, 234]
edge-fragment: r. 23, bbox=[79, 894, 110, 910]
directory-entry: — H., Arbtr., gr. Barkhof 22, ⊠ 7 bbox=[504, 845, 662, 858]
directory-entry: — Herm., Arbtr., Marienstr. 41, H. 2 ⊠ 3 bbox=[1213, 413, 1407, 426]
directory-entry: Klinckrath — bbox=[150, 525, 215, 538]
directory-entry: — H., Maurer, Winterhuderweg 36, H. 1, ⊠ 21 bbox=[1213, 1341, 1434, 1354]
directory-entry: — Jonni, Tapezier, Jägerstr. 15, H. 4, ⊠ 4 bbox=[504, 685, 700, 698]
directory-entry: — P., Arbtr., Billwärder a. d. B. 54, ⊠ Billwärder bbox=[859, 877, 1090, 890]
pointing-hand-icon: ☚ bbox=[1392, 2059, 1415, 2086]
directory-entry: Klinkischwwe, P. F., Fruchtallee 24, ⊠ 19 bbox=[859, 1053, 1056, 1066]
directory-entry: — Ad., Arbtr., Jägerstr. 22, H. D., ⊠ 4 bbox=[150, 237, 329, 250]
directory-entry: — H., Küper, Lorenzstr. 27a, ⊠ 15 bbox=[1213, 1357, 1377, 1370]
directory-entry: Klobzek, J., Arbtr., Herrenweide 2, ⊠ 4 bbox=[1213, 957, 1399, 970]
directory-entry: Klitzing, Franz, Tapezier, Rothenbaumchaussee 71/73, H. 4, ⊠ 17 bbox=[1213, 845, 1523, 858]
